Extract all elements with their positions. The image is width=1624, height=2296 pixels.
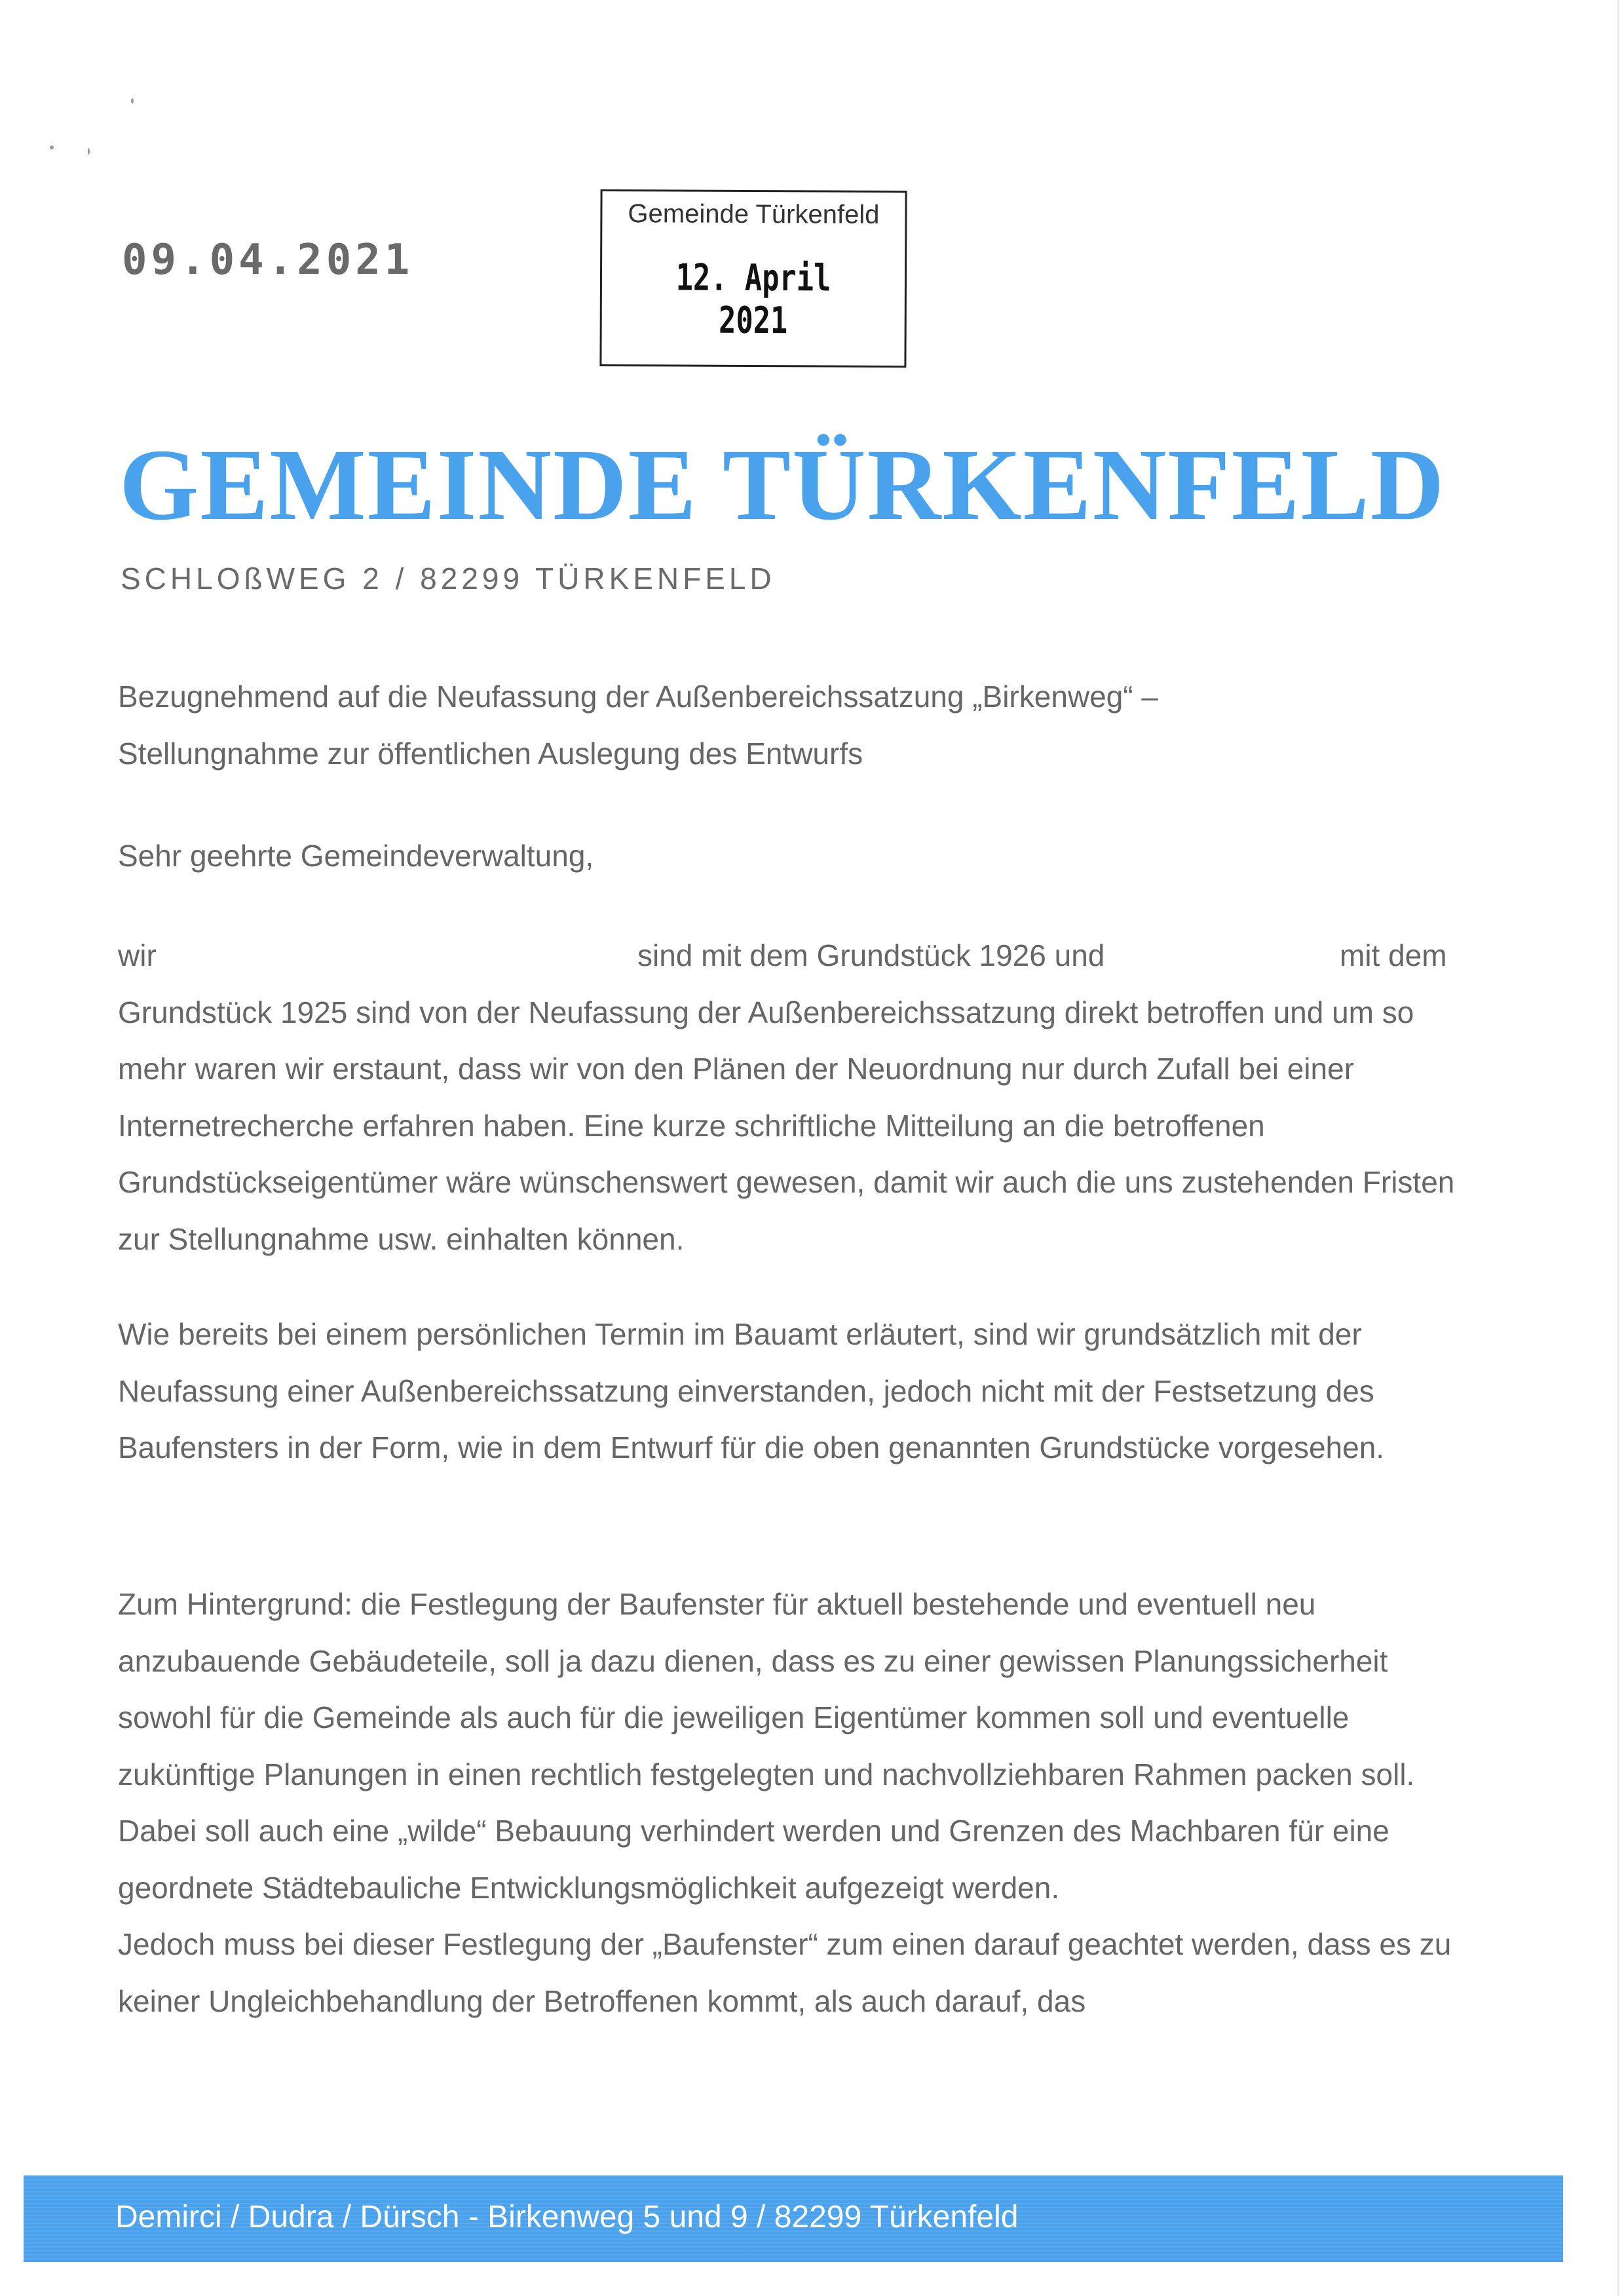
- subject-block: [118, 668, 1481, 782]
- scan-edge-line: [1617, 0, 1619, 2296]
- subject-line-2: Stellungnahme zur öffentlichen Auslegung des Entwurfs: [118, 736, 863, 771]
- stamp-organization: Gemeinde Türkenfeld: [628, 199, 880, 229]
- paragraph-1: [118, 927, 1481, 1267]
- paragraph-1-part-c: mit dem: [1340, 938, 1447, 972]
- recipient-address: SCHLOßWEG 2 / 82299 TÜRKENFELD: [121, 562, 776, 596]
- footer-text: Demirci / Dudra / Dürsch - Birkenweg 5 und 9 / 82299 Türkenfeld: [115, 2200, 1019, 2234]
- paragraph-1-first-line: [118, 927, 1481, 984]
- paragraph-3-text: Zum Hintergrund: die Festlegung der Baufenster für aktuell bestehende und eventuell neu anzubauende Gebäudeteile, soll ja dazu dienen, dass es zu einer gewissen Planungssicherheit sowohl für die Gemeinde als auch für die jeweiligen Eigentümer kommen soll und eventuelle zukünftige Planungen in einen rechtlich festgelegten und nachvollziehbaren Rahmen packen soll. Dabei soll auch eine „wilde“ Bebauung verhindert werden und Grenzen des Machbaren für eine geordnete Städtebauliche Entwicklungsmöglichkeit aufgezeigt werden.: [118, 1587, 1415, 1905]
- scan-speck: [131, 98, 134, 104]
- footer-bar: [24, 2175, 1563, 2262]
- scan-speck: [88, 148, 90, 155]
- paragraph-1-part-a: wir: [118, 938, 157, 972]
- paragraph-1-part-b: sind mit dem Grundstück 1926 und: [637, 938, 1105, 972]
- letter-date: 09.04.2021: [122, 236, 414, 284]
- subject-line-1: Bezugnehmend auf die Neufassung der Außenbereichssatzung „Birkenweg“ –: [118, 679, 1158, 714]
- stamp-received-date: 12. April 2021: [675, 256, 831, 343]
- recipient-name: GEMEINDE TÜRKENFELD: [119, 428, 1446, 541]
- paragraph-3: [118, 1576, 1481, 2029]
- paragraph-4-text: Jedoch muss bei dieser Festlegung der „Baufenster“ zum einen darauf geachtet werden, dass es zu keiner Ungleichbehandlung der Betroffenen kommt, als auch darauf, das: [118, 1927, 1452, 2018]
- paragraph-1-rest: Grundstück 1925 sind von der Neufassung der Außenbereichssatzung direkt betroffen und um so mehr waren wir erstaunt, dass wir von den Plänen der Neuordnung nur durch Zufall bei einer Internetrecherche erfahren haben. Eine kurze schriftliche Mitteilung an die betroffenen Grundstückseigentümer wäre wünschenswert gewesen, damit wir auch die uns zustehenden Fristen zur Stellungnahme usw. einhalten können.: [118, 995, 1455, 1256]
- paragraph-2-text: Wie bereits bei einem persönlichen Termin im Bauamt erläutert, sind wir grundsätzlich mit der Neufassung einer Außenbereichssatzung einverstanden, jedoch nicht mit der Festsetzung des Baufensters in der Form, wie in dem Entwurf für die oben genannten Grundstücke vorgesehen.: [118, 1317, 1385, 1464]
- salutation-text: Sehr geehrte Gemeindeverwaltung,: [118, 839, 594, 873]
- scan-speck: [50, 145, 54, 149]
- salutation: [118, 828, 1481, 885]
- received-stamp: [599, 189, 907, 368]
- paragraph-2: [118, 1306, 1481, 1476]
